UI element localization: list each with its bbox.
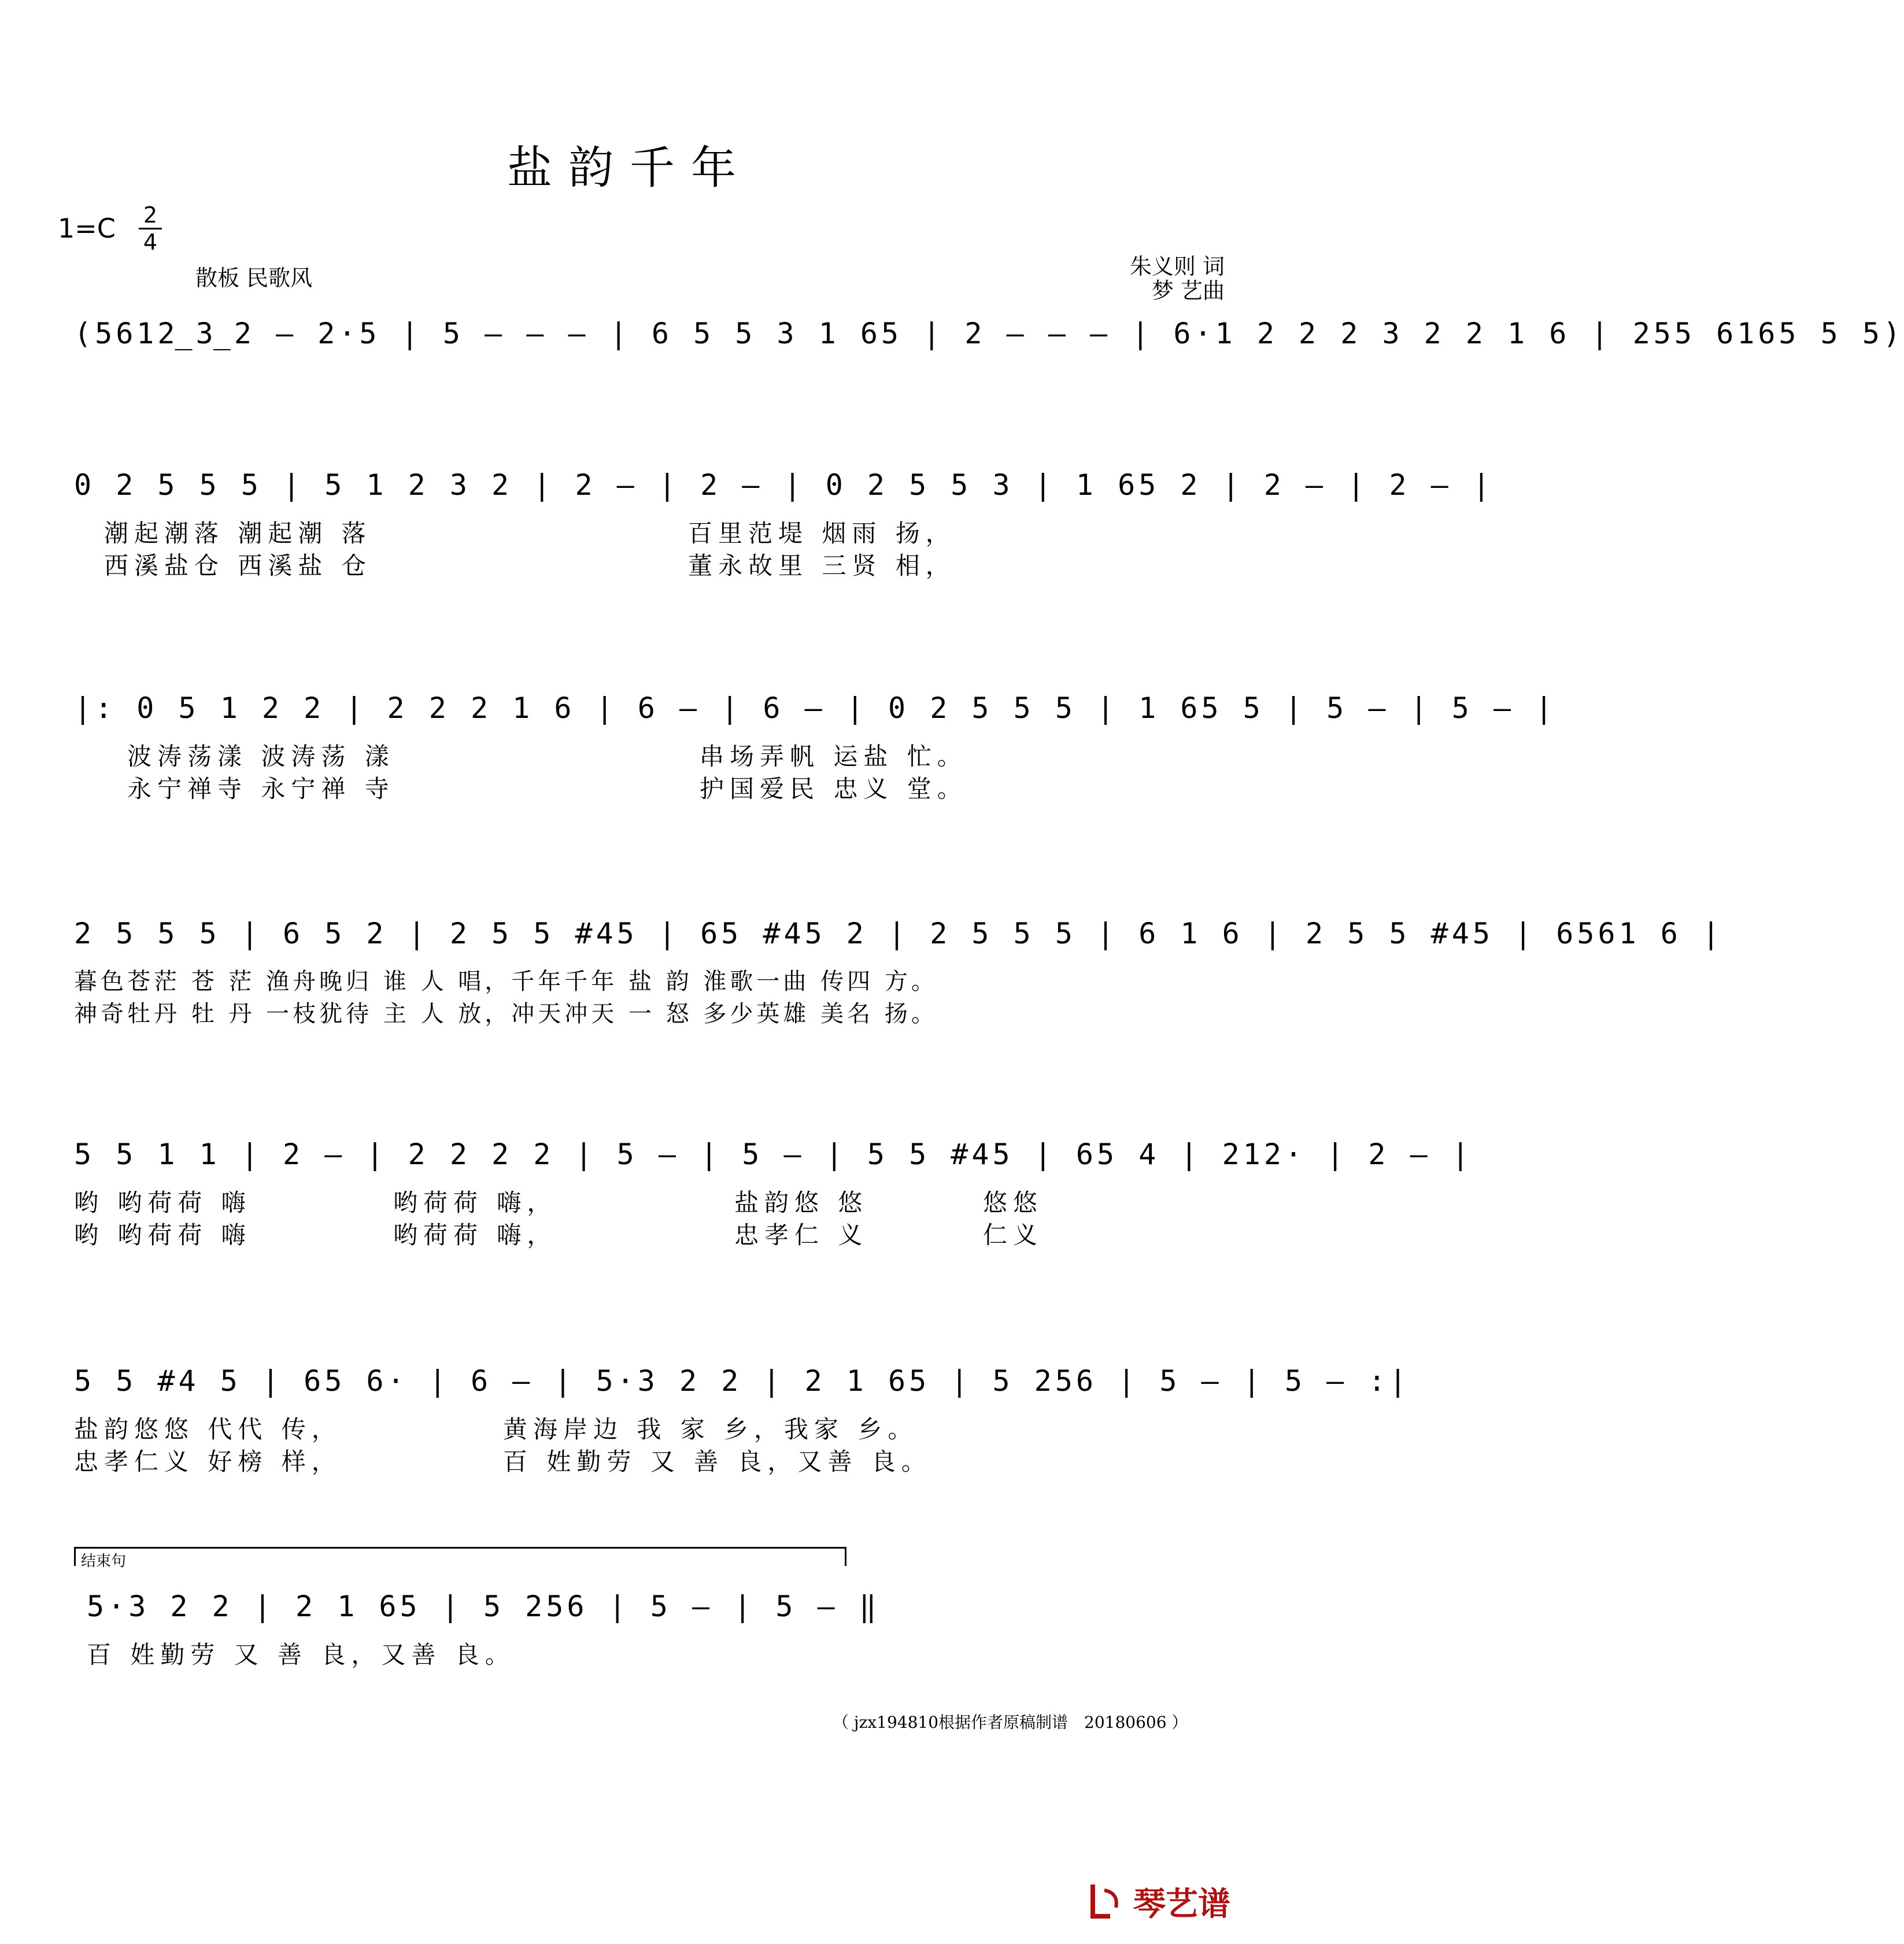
notes-line: (5612̲3̲2 – 2·5 | 5 – – – | 6 5 5 3 1 65 | 2 – – – | 6·1 2 2 2 3 2 2 1 6 | 255 6165 5 5)	[74, 317, 1904, 350]
logo-mark-icon	[1087, 1882, 1127, 1922]
score-system-2	[0, 468, 1493, 580]
time-signature-bottom: 4	[143, 229, 158, 255]
score-system-1	[0, 317, 1904, 380]
score-system-5	[0, 1138, 1473, 1249]
lyrics-verse-2: 百 姓勤劳 又 善 良，又善 良。	[503, 1447, 931, 1476]
lyrics-verse-1: 盐韵悠 悠	[734, 1188, 868, 1217]
lyrics-verse-1: 哟荷荷 嗨，	[393, 1188, 557, 1217]
lyrics-verse-1: 串场弄帆 运盐 忙。	[700, 742, 967, 771]
lyrics-verse-1: 悠悠	[983, 1188, 1044, 1217]
ending-label: 结束句	[81, 1553, 127, 1570]
lyrics-verse-1: 潮起潮落 潮起潮 落	[104, 519, 372, 547]
lyrics-verse-1: 盐韵悠悠 代代 传，	[74, 1415, 342, 1443]
lyrics-verse-1: 黄海岸边 我 家 乡，我家 乡。	[503, 1415, 918, 1443]
lyricist-credit: 朱义则 词	[1129, 254, 1225, 279]
page-title: 盐韵千年	[506, 142, 752, 194]
lyrics-verse-1: 哟 哟荷荷 嗨	[74, 1188, 252, 1217]
lyrics-ending: 百 姓勤劳 又 善 良，又善 良。	[87, 1641, 515, 1669]
lyrics-verse-2: 忠孝仁 义	[734, 1221, 868, 1249]
lyrics-verse-2: 仁义	[983, 1221, 1044, 1249]
time-signature	[139, 203, 162, 254]
lyrics-verse-2: 哟 哟荷荷 嗨	[74, 1221, 252, 1249]
key-signature: 1=C	[58, 213, 116, 244]
site-logo	[1087, 1879, 1230, 1925]
lyrics-verse-1: 波涛荡漾 波涛荡 漾	[127, 742, 395, 771]
lyrics-verse-2: 哟荷荷 嗨，	[393, 1221, 557, 1249]
tempo-marking: 散板 民歌风	[195, 265, 313, 291]
lyrics-verse-1: 暮色苍茫 苍 茫 渔舟晚归 谁 人 唱，千年千年 盐 韵 淮歌一曲 传四 方。	[74, 968, 938, 995]
lyrics-verse-2: 神奇牡丹 牡 丹 一枝犹待 主 人 放，冲天冲天 一 怒 多少英雄 美名 扬。	[74, 1001, 938, 1027]
composer-credit: 梦 艺曲	[1151, 278, 1225, 303]
score-system-3	[0, 691, 1557, 803]
notes-line: 5 5 #4 5 | 65 6· | 6 – | 5·3 2 2 | 2 1 65 | 5 256 | 5 – | 5 – :|	[74, 1364, 1410, 1398]
lyrics-verse-2: 永宁禅寺 永宁禅 寺	[127, 775, 395, 803]
notes-line: 5 5 1 1 | 2 – | 2 2 2 2 | 5 – | 5 – | 5 5 #45 | 65 4 | 212· | 2 – |	[74, 1138, 1473, 1171]
lyrics-verse-2: 西溪盐仓 西溪盐 仓	[104, 551, 372, 580]
notes-line: |: 0 5 1 2 2 | 2 2 2 1 6 | 6 – | 6 – | 0 2 5 5 5 | 1 65 5 | 5 – | 5 – |	[74, 691, 1557, 725]
score-system-ending	[0, 1590, 1259, 1669]
score-system-4	[0, 917, 1724, 1027]
lyrics-verse-2: 护国爱民 忠义 堂。	[700, 775, 967, 803]
notes-line: 0 2 5 5 5 | 5 1 2 3 2 | 2 – | 2 – | 0 2 5 5 3 | 1 65 2 | 2 – | 2 – |	[74, 468, 1493, 502]
lyrics-verse-2: 董永故里 三贤 相，	[688, 551, 956, 580]
ending-bracket	[74, 1547, 846, 1566]
time-signature-top: 2	[143, 202, 158, 228]
logo-text: 琴艺谱	[1133, 1886, 1230, 1923]
lyrics-verse-1: 百里范堤 烟雨 扬，	[688, 519, 956, 547]
transcription-credit: （ jzx194810根据作者原稿制谱 20180606 ）	[833, 1713, 1188, 1732]
score-system-6	[0, 1364, 1410, 1476]
lyrics-verse-2: 忠孝仁义 好榜 样，	[74, 1447, 342, 1476]
notes-line: 2 5 5 5 | 6 5 2 | 2 5 5 #45 | 65 #45 2 | 2 5 5 5 | 6 1 6 | 2 5 5 #45 | 6561 6 |	[74, 917, 1724, 950]
notes-line: 5·3 2 2 | 2 1 65 | 5 256 | 5 – | 5 – ‖	[87, 1590, 880, 1623]
